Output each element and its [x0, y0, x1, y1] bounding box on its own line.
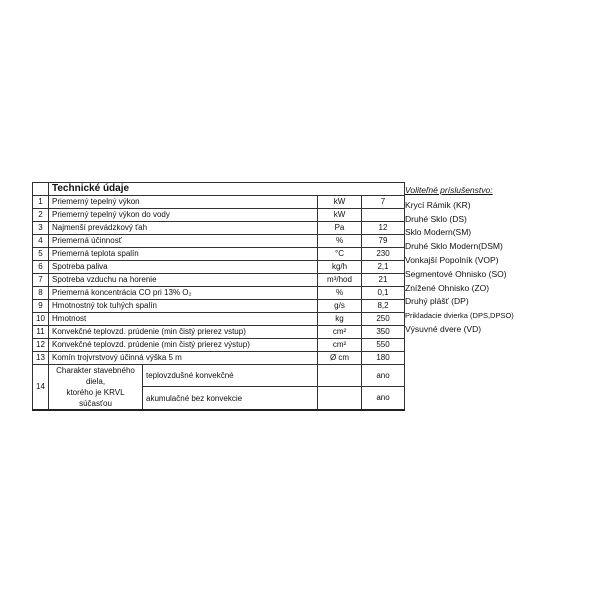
row-label: Konvekčné teplovzd. prúdenie (min čistý prierez výstup)	[49, 339, 318, 352]
row-number: 4	[33, 235, 49, 248]
table-row	[33, 274, 405, 287]
accessory-item: Druhé Sklo Modern(DSM)	[405, 241, 503, 252]
option-accumulation: akumulačné bez konvekcie	[143, 387, 318, 410]
row-value: 230	[362, 248, 405, 261]
row-label: Priemerná teplota spalín	[49, 248, 318, 261]
technical-specs-table	[32, 182, 405, 411]
row-number: 10	[33, 313, 49, 326]
table-row	[33, 287, 405, 300]
row-unit: m³/hod	[318, 274, 362, 287]
table-row	[33, 300, 405, 313]
row-value: 0,1	[362, 287, 405, 300]
optional-accessories	[405, 184, 514, 337]
table-row	[33, 235, 405, 248]
row-unit: Ø cm	[318, 352, 362, 365]
row-value: 350	[362, 326, 405, 339]
table-row	[33, 313, 405, 326]
accessory-item: Krycí Rámik (KR)	[405, 199, 471, 210]
row-label: Spotreba vzduchu na horenie	[49, 274, 318, 287]
row-number: 1	[33, 196, 49, 209]
row-value: 180	[362, 352, 405, 365]
row-unit: kg	[318, 313, 362, 326]
table-row	[33, 248, 405, 261]
row-unit: kW	[318, 209, 362, 222]
accessory-item: Vonkajší Popolník (VOP)	[405, 254, 499, 265]
accessory-item: Druhý plášť (DP)	[405, 296, 469, 307]
row-unit: g/s	[318, 300, 362, 313]
table-row-14-a	[33, 365, 405, 387]
row-unit	[318, 365, 362, 387]
table-row	[33, 196, 405, 209]
row-value: 21	[362, 274, 405, 287]
structure-character-label	[49, 365, 143, 411]
table-row	[33, 222, 405, 235]
row-value: ano	[362, 387, 405, 410]
row-number: 9	[33, 300, 49, 313]
row-value	[362, 209, 405, 222]
row-unit: %	[318, 287, 362, 300]
row-label: Hmotnost	[49, 313, 318, 326]
row-label: Spotreba paliva	[49, 261, 318, 274]
row-label: Najmenší prevádzkový ťah	[49, 222, 318, 235]
row-value: 7	[362, 196, 405, 209]
row-value: 8,2	[362, 300, 405, 313]
row-unit: Pa	[318, 222, 362, 235]
row-value: 550	[362, 339, 405, 352]
row-number: 2	[33, 209, 49, 222]
option-convection: teplovzdušné konvekčné	[143, 365, 318, 387]
row-label: Priemerný tepelný výkon do vody	[49, 209, 318, 222]
accessory-item: Prikladacie dvierka (DPS,DPSO)	[405, 311, 514, 321]
row-value: 2,1	[362, 261, 405, 274]
table-row	[33, 326, 405, 339]
structure-character-line2: ktorého je KRVL súčasťou	[66, 388, 125, 408]
row-unit: cm²	[318, 326, 362, 339]
structure-character-line1: Charakter stavebného diela,	[56, 366, 135, 386]
accessories-title: Voliteľné príslušenstvo:	[405, 185, 493, 195]
row-unit: cm²	[318, 339, 362, 352]
row-value: 79	[362, 235, 405, 248]
row-label: Konvekčné teplovzd. prúdenie (min čistý prierez vstup)	[49, 326, 318, 339]
title-num-cell	[33, 183, 49, 196]
row-unit: kg/h	[318, 261, 362, 274]
row-number: 13	[33, 352, 49, 365]
row-unit: %	[318, 235, 362, 248]
row-number: 5	[33, 248, 49, 261]
table-row	[33, 339, 405, 352]
accessory-item: Druhé Sklo (DS)	[405, 213, 467, 224]
accessory-item: Sklo Modern(SM)	[405, 227, 472, 238]
table-row	[33, 261, 405, 274]
table-title: Technické údaje	[49, 183, 405, 196]
row-value: ano	[362, 365, 405, 387]
row-number: 6	[33, 261, 49, 274]
row-label: Priemerná koncentrácia CO pri 13% O₂	[49, 287, 318, 300]
row-unit	[318, 387, 362, 410]
accessory-item: Segmentové Ohnisko (SO)	[405, 268, 507, 279]
row-label: Priemerná účinnosť	[49, 235, 318, 248]
row-value: 250	[362, 313, 405, 326]
row-label: Hmotnostný tok tuhých spalín	[49, 300, 318, 313]
row-label: Priemerný tepelný výkon	[49, 196, 318, 209]
accessory-item: Znížené Ohnisko (ZO)	[405, 282, 490, 293]
table-row	[33, 209, 405, 222]
table-row	[33, 352, 405, 365]
row-number: 14	[33, 365, 49, 411]
row-number: 7	[33, 274, 49, 287]
row-number: 11	[33, 326, 49, 339]
row-unit: kW	[318, 196, 362, 209]
row-label: Komín trojvrstvový účinná výška 5 m	[49, 352, 318, 365]
table-title-row	[33, 183, 405, 196]
row-number: 12	[33, 339, 49, 352]
row-number: 3	[33, 222, 49, 235]
accessory-item: Výsuvné dvere (VD)	[405, 323, 482, 334]
row-number: 8	[33, 287, 49, 300]
row-unit: °C	[318, 248, 362, 261]
row-value: 12	[362, 222, 405, 235]
